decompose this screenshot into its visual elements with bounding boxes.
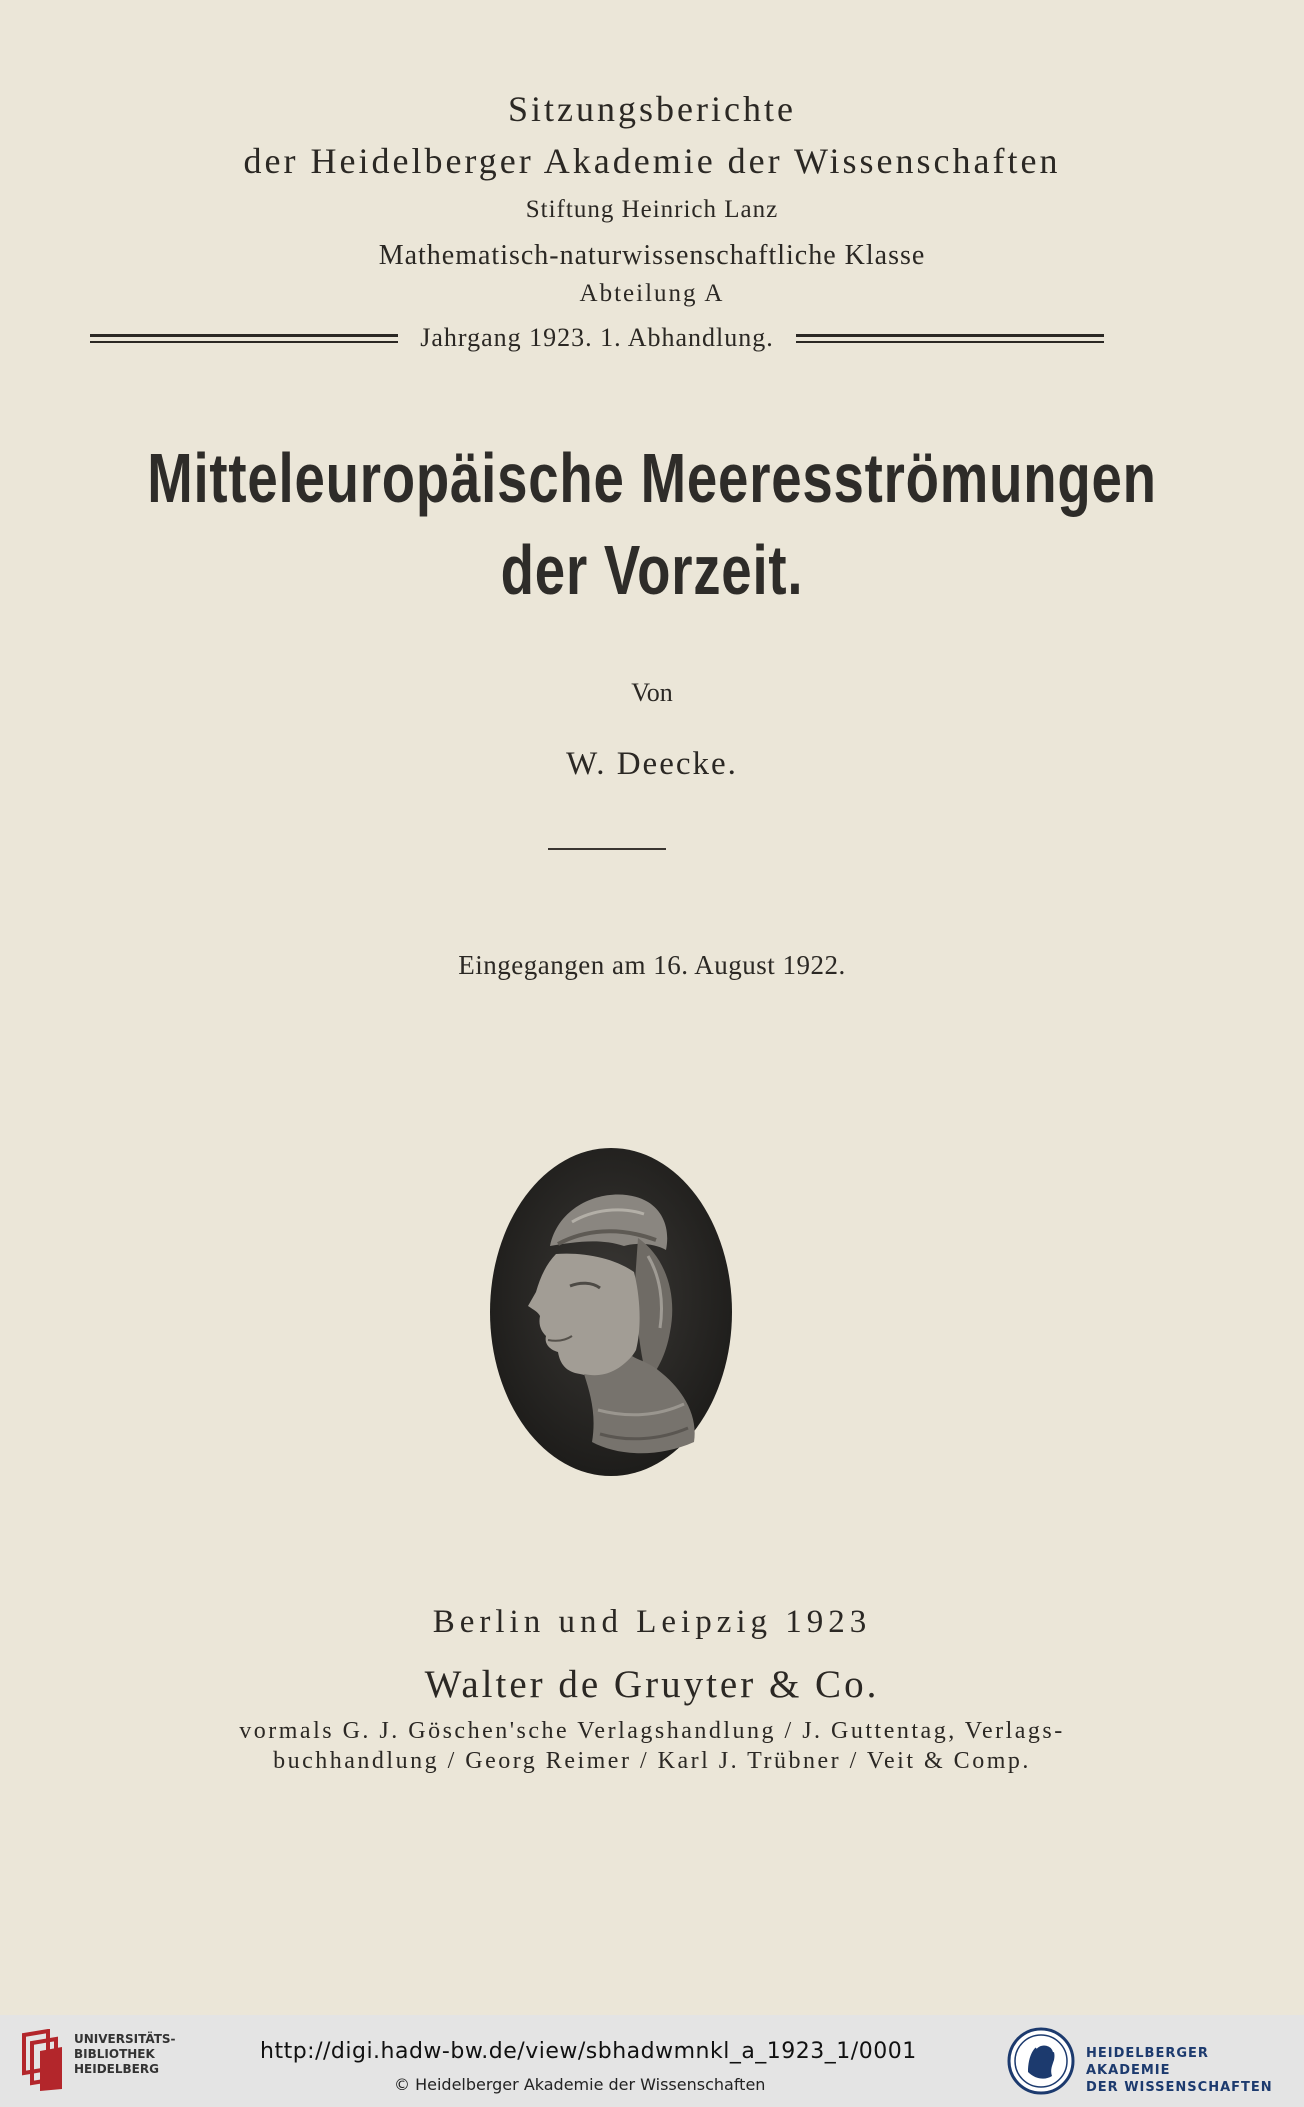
by-label: Von [631, 678, 673, 707]
received-date: Eingegangen am 16. August 1922. [458, 950, 846, 980]
hadw-logo[interactable] [1006, 2025, 1296, 2097]
ub-heidelberg-logo-icon [18, 2029, 66, 2093]
imprint-line-2: buchhandlung / Georg Reimer / Karl J. Trübner / Veit & Comp. [273, 1748, 1031, 1774]
hadw-seal-icon [1006, 2026, 1076, 2096]
volume-rule-row [90, 318, 1104, 358]
short-divider [548, 848, 666, 850]
volume-line: Jahrgang 1923. 1. Abhandlung. [420, 323, 774, 352]
imprint-line-1: vormals G. J. Göschen'sche Verlagshandlung / J. Guttentag, Verlags- [239, 1718, 1065, 1744]
double-rule-right [796, 334, 1104, 343]
ub-heidelberg-logo[interactable] [18, 2029, 268, 2093]
double-rule-left [90, 334, 398, 343]
ub-library-name: UNIVERSITÄTS- BIBLIOTHEK HEIDELBERG [74, 2032, 176, 2076]
copyright-notice: © Heidelberger Akademie der Wissenschaften [394, 2075, 766, 2094]
permalink-url[interactable]: http://digi.hadw-bw.de/view/sbhadwmnkl_a_1923_1/0001 [260, 2039, 917, 2064]
division-line: Abteilung A [579, 280, 725, 307]
author-name: W. Deecke. [566, 746, 738, 782]
place-and-year: Berlin und Leipzig 1923 [432, 1604, 872, 1640]
class-name: Mathematisch-naturwissenschaftliche Klasse [378, 240, 926, 271]
foundation-line: Stiftung Heinrich Lanz [525, 196, 779, 223]
main-title-line-1: Mitteleuropäische Meeresströmungen [147, 439, 1157, 517]
viewer-footer [0, 2015, 1304, 2107]
main-title-line-2: der Vorzeit. [500, 531, 804, 609]
academy-name: der Heidelberger Akademie der Wissenschaften [243, 141, 1061, 181]
hadw-logo-text: HEIDELBERGER AKADEMIE DER WISSENSCHAFTEN [1086, 2046, 1273, 2095]
series-title: Sitzungsberichte [508, 89, 796, 129]
athena-profile-medallion-icon [488, 1146, 734, 1478]
publisher-name: Walter de Gruyter & Co. [424, 1663, 880, 1706]
